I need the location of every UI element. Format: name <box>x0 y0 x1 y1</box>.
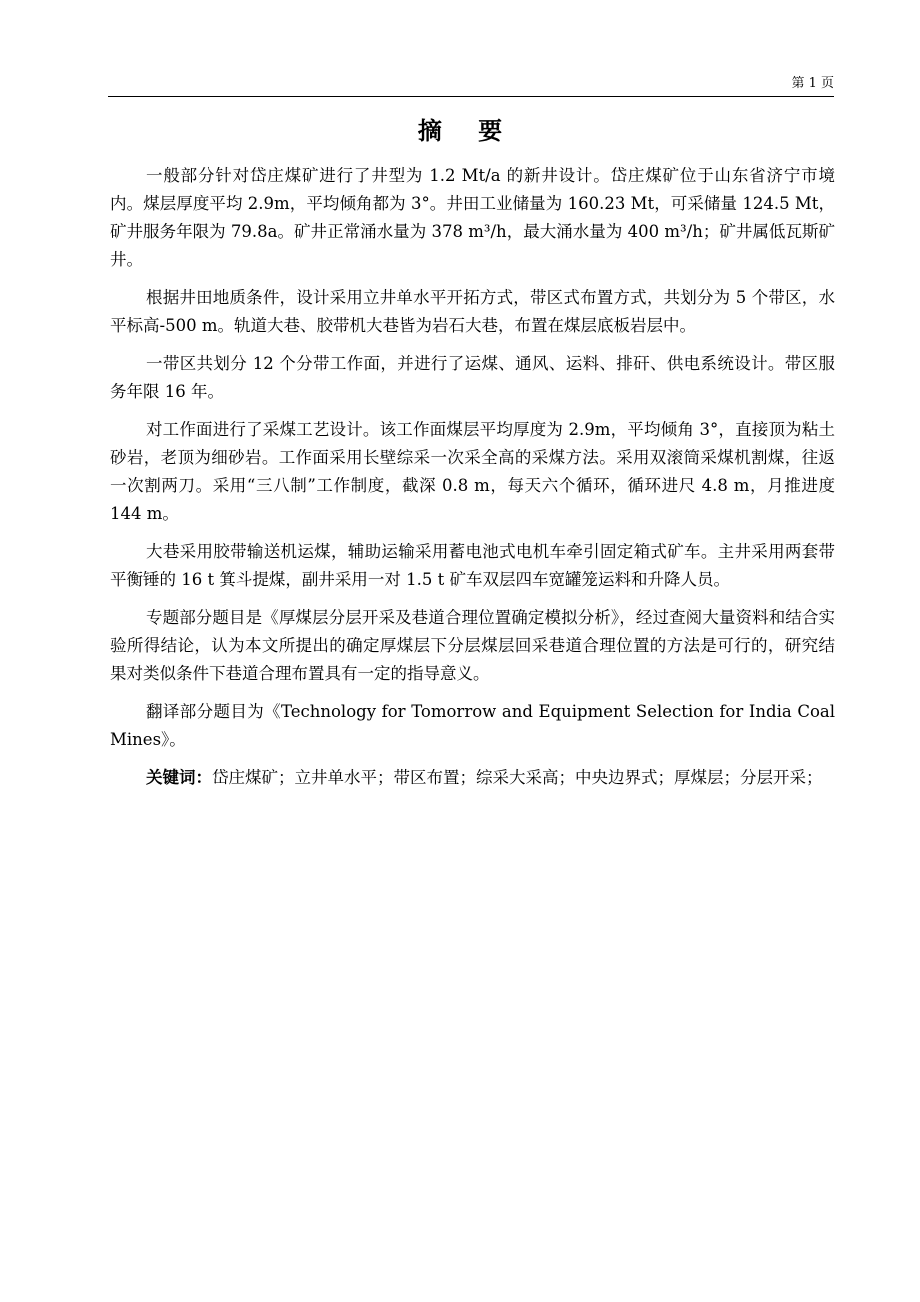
header-rule <box>108 96 834 97</box>
abstract-title: 摘 要 <box>417 117 517 145</box>
abstract-paragraph-mining-process: 对工作面进行了采煤工艺设计。该工作面煤层平均厚度为 2.9m，平均倾角 3°，直接顶为粘土砂岩，老顶为细砂岩。工作面采用长壁综采一次采全高的采煤方法。采用双滚筒采煤机割煤，往返一次割两刀。采用“三八制”工作制度，截深 0.8 m，每天六个循环，循环进尺 4.8 m，月推进度 144 m。 <box>110 420 835 523</box>
page-number: 第 1 页 <box>791 76 834 91</box>
abstract-body <box>110 162 835 802</box>
abstract-paragraph-special-topic: 专题部分题目是《厚煤层分层开采及巷道合理位置确定模拟分析》，经过查阅大量资料和结合实验所得结论，认为本文所提出的确定厚煤层下分层煤层回采巷道合理位置的方法是可行的，研究结果对类似条件下巷道合理布置具有一定的指导意义。 <box>110 608 835 683</box>
abstract-paragraph-translation: 翻译部分题目为《Technology for Tomorrow and Equipment Selection for India Coal Mines》。 <box>110 702 835 749</box>
abstract-paragraph-transport: 大巷采用胶带输送机运煤，辅助运输采用蓄电池式电机车牵引固定箱式矿车。主井采用两套带平衡锤的 16 t 箕斗提煤，副井采用一对 1.5 t 矿车双层四车宽罐笼运料和升降人员。 <box>110 542 835 589</box>
keywords-paragraph <box>110 764 835 792</box>
keywords-label: 关键词： <box>146 768 212 787</box>
abstract-paragraph-district: 一带区共划分 12 个分带工作面，并进行了运煤、通风、运料、排矸、供电系统设计。带区服务年限 16 年。 <box>110 354 835 401</box>
keywords-text: 岱庄煤矿；立井单水平；带区布置；综采大采高；中央边界式；厚煤层；分层开采； <box>212 768 823 787</box>
abstract-paragraph-development: 根据井田地质条件，设计采用立井单水平开拓方式，带区式布置方式，共划分为 5 个带区，水平标高-500 m。轨道大巷、胶带机大巷皆为岩石大巷，布置在煤层底板岩层中。 <box>110 288 835 335</box>
abstract-paragraph-design: 一般部分针对岱庄煤矿进行了井型为 1.2 Mt/a 的新井设计。岱庄煤矿位于山东省济宁市境内。煤层厚度平均 2.9m，平均倾角都为 3°。井田工业储量为 160.23 Mt，可采储量 124.5 Mt，矿井服务年限为 79.8a。矿井正常涌水量为 378 m³/h，最大涌水量为 400 m³/h；矿井属低瓦斯矿井。 <box>110 166 835 269</box>
